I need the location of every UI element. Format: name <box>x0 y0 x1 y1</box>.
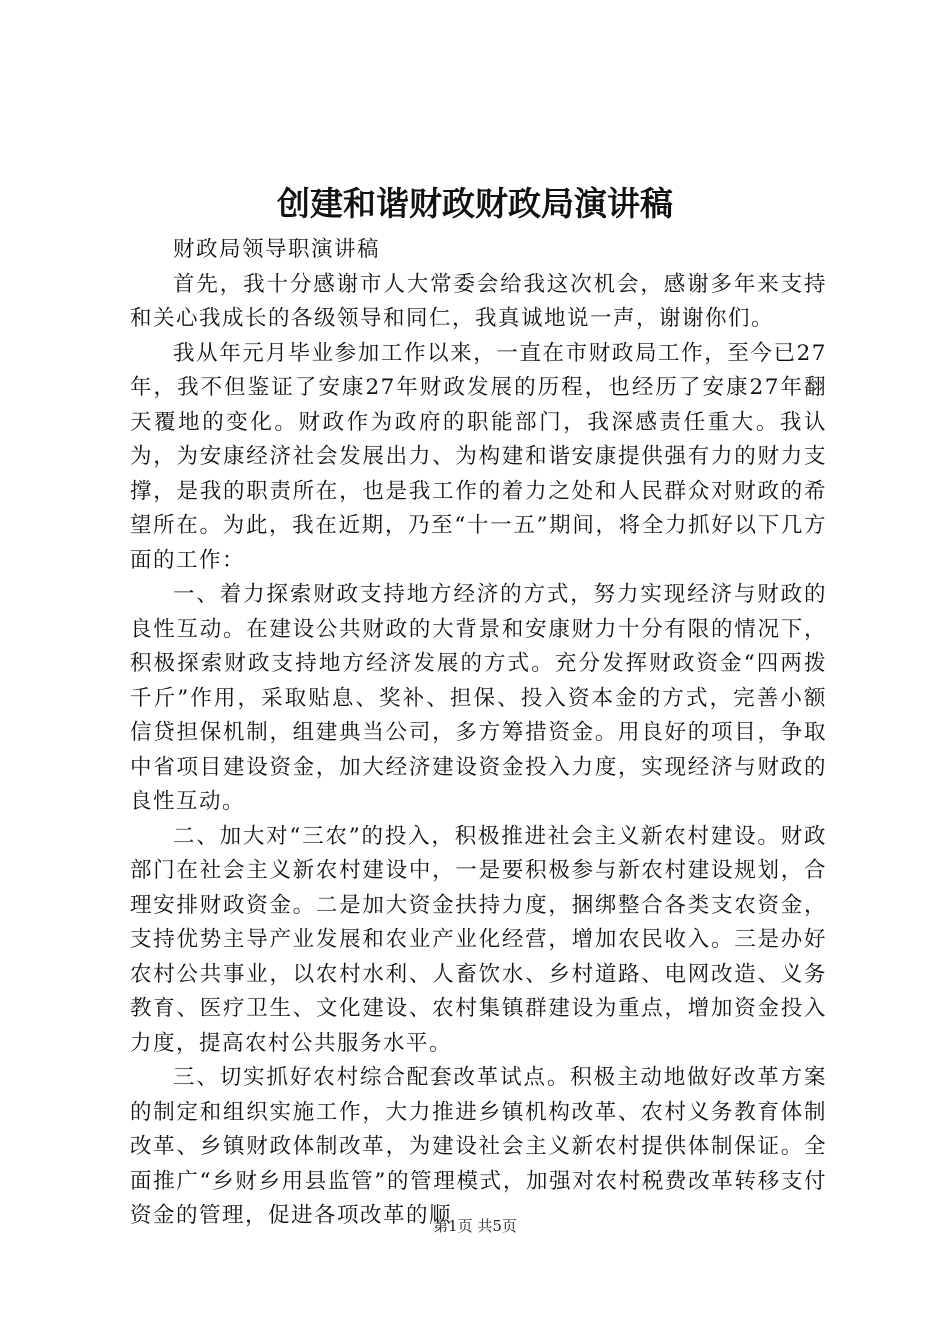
paragraph-point-two: 二、加大对“三农”的投入，积极推进社会主义新农村建设。财政部门在社会主义新农村建设中，一是要积极参与新农村建设规划，合理安排财政资金。二是加大资金扶持力度，捆绑整合各类支农资金，支持优势主导产业发展和农业产业化经营，增加农民收入。三是办好农村公共事业，以农村水利、人畜饮水、乡村道路、电网改造、义务教育、医疗卫生、文化建设、农村集镇群建设为重点，增加资金投入力度，提高农村公共服务水平。 <box>130 823 827 1056</box>
page-number-footer: 第1页 共5页 <box>433 1217 517 1235</box>
paragraph-subtitle: 财政局领导职演讲稿 <box>173 237 381 262</box>
document-body <box>130 233 827 1234</box>
paragraph-point-one: 一、着力探索财政支持地方经济的方式，努力实现经济与财政的良性互动。在建设公共财政的大背景和安康财力十分有限的情况下，积极探索财政支持地方经济发展的方式。充分发挥财政资金“四两拨千斤”作用，采取贴息、奖补、担保、投入资本金的方式，完善小额信贷担保机制，组建典当公司，多方筹措资金。用良好的项目，争取中省项目建设资金，加大经济建设资金投入力度，实现经济与财政的良性互动。 <box>130 582 827 814</box>
paragraph-point-three: 三、切实抓好农村综合配套改革试点。积极主动地做好改革方案的制定和组织实施工作，大力推进乡镇机构改革、农村义务教育体制改革、乡镇财政体制改革，为建设社会主义新农村提供体制保证。全面推广“乡财乡用县监管”的管理模式，加强对农村税费改革转移支付资金的管理，促进各项改革的顺 <box>130 1065 827 1228</box>
paragraph-thanks: 首先，我十分感谢市人大常委会给我这次机会，感谢多年来支持和关心我成长的各级领导和同仁，我真诚地说一声，谢谢你们。 <box>130 271 827 331</box>
paragraph-background: 我从年元月毕业参加工作以来，一直在市财政局工作，至今已27年，我不但鉴证了安康27年财政发展的历程，也经历了安康27年翻天覆地的变化。财政作为政府的职能部门，我深感责任重大。我认为，为安康经济社会发展出力、为构建和谐安康提供强有力的财力支撑，是我的职责所在，也是我工作的着力之处和人民群众对财政的希望所在。为此，我在近期，乃至“十一五”期间，将全力抓好以下几方面的工作： <box>130 340 827 573</box>
document-title: 创建和谐财政财政局演讲稿 <box>277 184 673 223</box>
